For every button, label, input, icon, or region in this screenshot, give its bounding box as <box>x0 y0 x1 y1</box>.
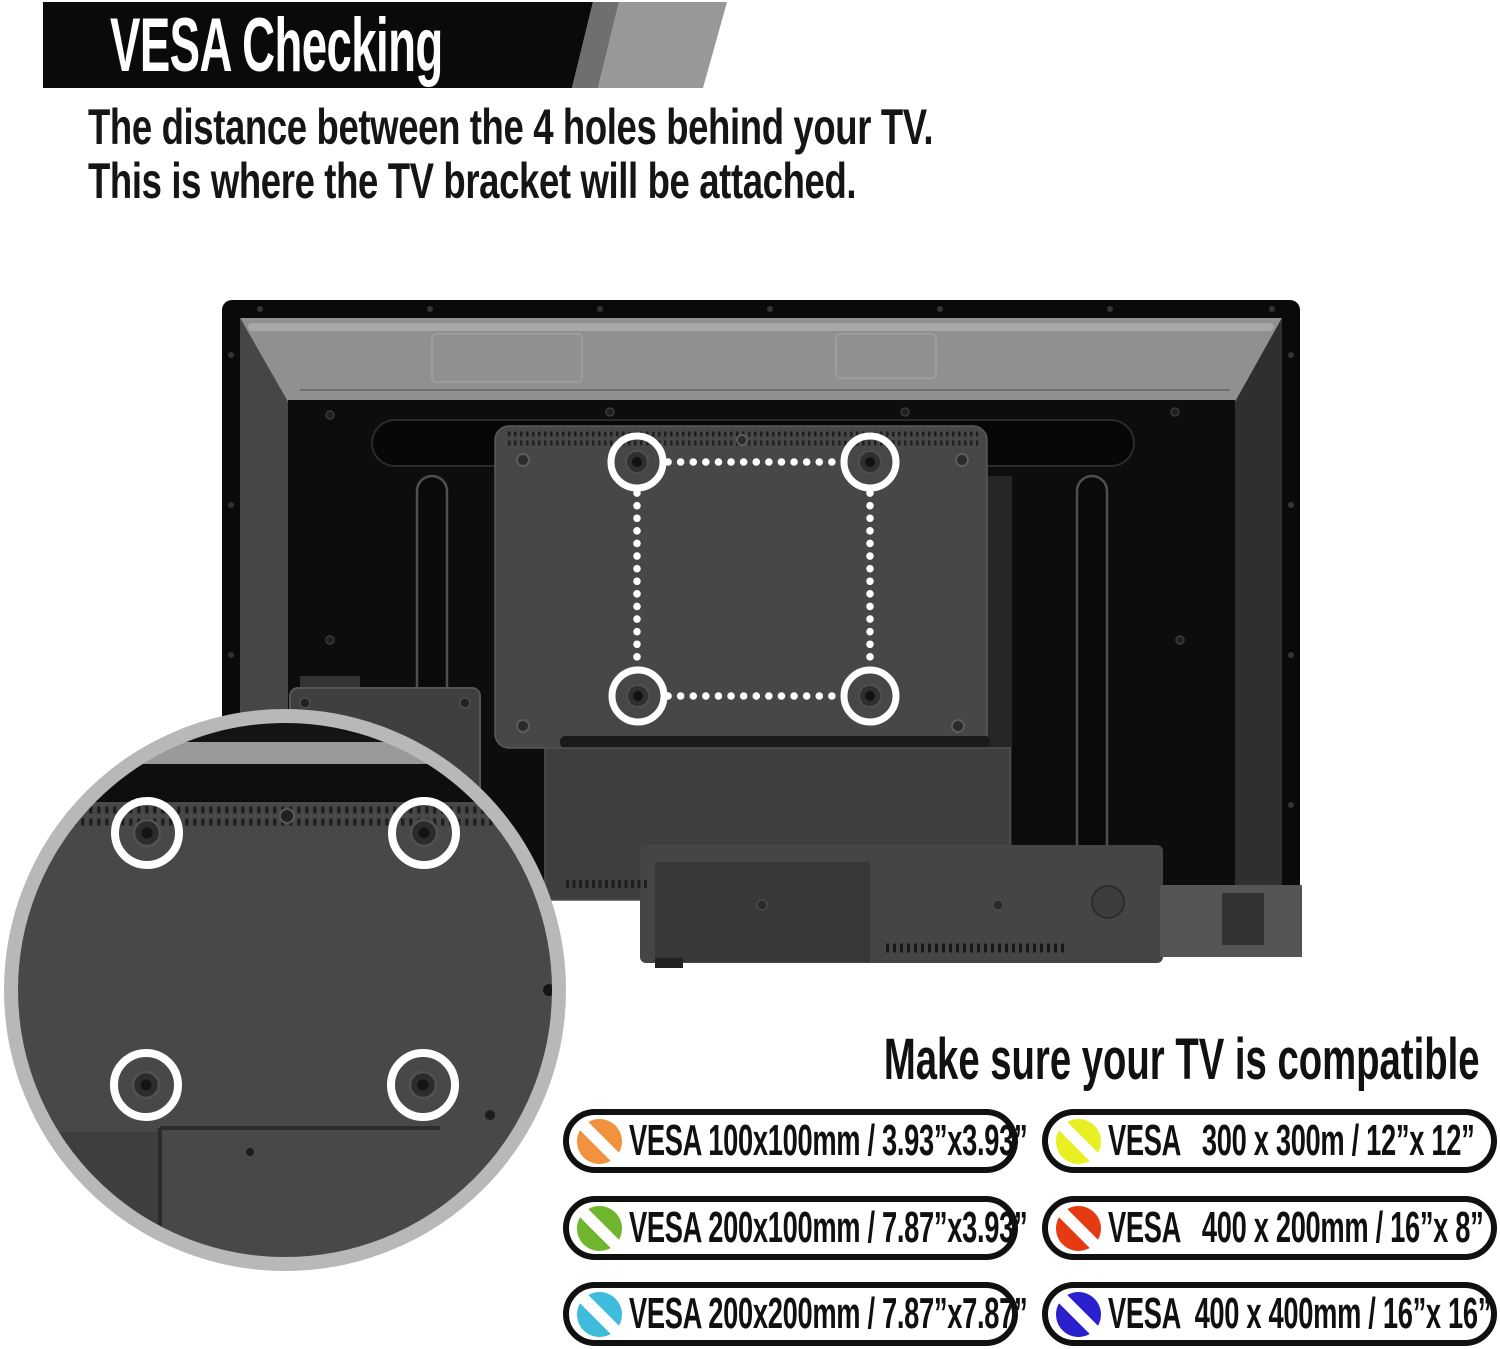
badge-vesa-200x100 <box>563 1196 1028 1260</box>
description-line-2: This is where the TV bracket will be attached. <box>88 153 857 209</box>
tv-top-band-highlight <box>248 323 1274 331</box>
page-title <box>110 2 664 88</box>
tv-bottom-tab <box>655 958 683 968</box>
description-line-1: The distance between the 4 holes behind your TV. <box>88 99 934 155</box>
badge-vesa-300x300 <box>1042 1109 1497 1173</box>
tv-right-bevel <box>1235 318 1282 890</box>
badge-label: VESA 200x200mm / 7.87”x7.87” <box>629 1289 1028 1338</box>
tv-lower-left-box <box>655 862 870 962</box>
badge-label: VESA 400 x 200mm / 16”x 8” <box>1108 1203 1484 1252</box>
description <box>88 100 1246 208</box>
tv-mount-plate <box>495 426 987 748</box>
badge-vesa-400x400 <box>1042 1282 1497 1346</box>
badge-label: VESA 200x100mm / 7.87”x3.93” <box>629 1203 1028 1252</box>
page-title-text: VESA Checking <box>110 3 443 88</box>
vesa-color-dot-icon <box>1056 1206 1101 1251</box>
vesa-color-dot-icon <box>577 1206 622 1251</box>
badge-label: VESA 300 x 300m / 12”x 12” <box>1108 1116 1475 1165</box>
badge-vesa-400x200 <box>1042 1196 1497 1260</box>
badge-label: VESA 400 x 400mm / 16”x 16” <box>1108 1289 1492 1338</box>
badge-label: VESA 100x100mm / 3.93”x3.93” <box>629 1116 1028 1165</box>
tv-right-slot <box>1077 476 1107 866</box>
vesa-color-dot-icon <box>577 1119 622 1164</box>
vesa-color-dot-icon <box>1056 1292 1101 1337</box>
vesa-color-dot-icon <box>1056 1119 1101 1164</box>
compatibility-heading: Make sure your TV is compatible <box>884 1027 1480 1092</box>
plate-bottom-bar <box>560 736 990 748</box>
badge-vesa-200x200 <box>563 1282 1028 1346</box>
vesa-color-dot-icon <box>577 1292 622 1337</box>
badge-vesa-100x100 <box>563 1109 1028 1173</box>
